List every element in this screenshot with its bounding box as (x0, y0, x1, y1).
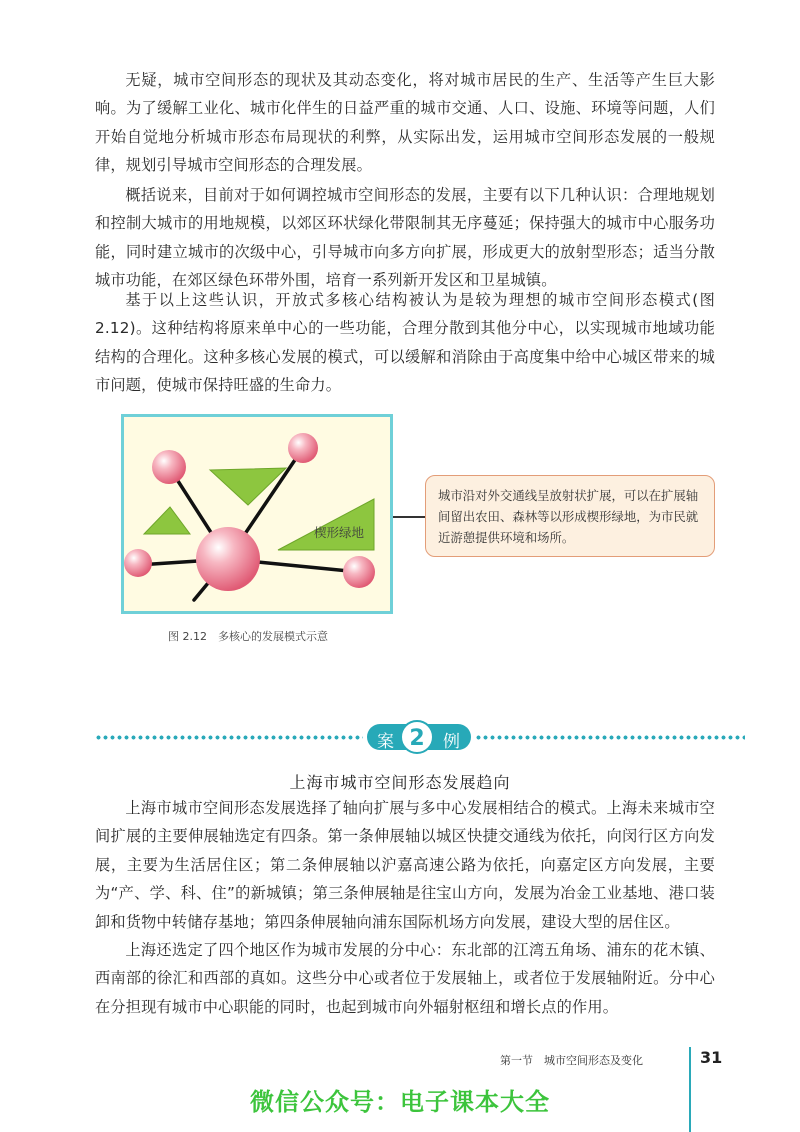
case-title: 上海市城市空间形态发展趋向 (289, 773, 511, 792)
sub-center-ne (288, 433, 318, 463)
watermark: 微信公众号：电子课本大全 (250, 1088, 550, 1116)
case-paragraph-centers: 上海还选定了四个地区作为城市发展的分中心：东北部的江湾五角场、浦东的花木镇、西南部的徐汇和西部的真如。这些分中心或者位于发展轴上，或者位于发展轴附近。分中心在分担现有城市中心职能的同时，也起到城市向外辐射枢纽和增长点的作用。 (95, 941, 715, 1016)
sub-center-se (343, 556, 375, 588)
intro-paragraph: 无疑，城市空间形态的现状及其动态变化，将对城市居民的生产、生活等产生巨大影响。为了缓解工业化、城市化伴生的日益严重的城市交通、人口、设施、环境等问题，人们开始自觉地分析城市形态布局现状的利弊，从实际出发，运用城市空间形态发展的一般规律，规划引导城市空间形态的合理发展。 (95, 71, 715, 175)
case-char: 案 (377, 732, 394, 752)
wedge-label: 楔形绿地 (314, 525, 365, 540)
case-number: 2 (400, 720, 434, 754)
sub-center-nw (152, 450, 186, 484)
green-wedge-left (144, 507, 190, 534)
figure-caption: 图 2.12 多核心的发展模式示意 (168, 630, 328, 643)
dotted-rule-left (95, 735, 363, 740)
case-paragraph-axes: 上海市城市空间形态发展选择了轴向扩展与多中心发展相结合的模式。上海未来城市空间扩展的主要伸展轴选定有四条。第一条伸展轴以城区快捷交通线为依托，向闵行区方向发展，主要为生活居住区；第二条伸展轴以沪嘉高速公路为依托，向嘉定区方向发展，主要为“产、学、科、住”的新城镇；第三条伸展轴是往宝山方向，发展为冶金工业基地、港口装卸和货物中转储存基地；第四条伸展轴向浦东国际机场方向发展，建设大型的居住区。 (95, 799, 715, 931)
callout-connector (393, 516, 427, 518)
sub-center-w (124, 549, 152, 577)
multi-core-diagram (121, 414, 393, 614)
model-paragraph: 基于以上这些认识，开放式多核心结构被认为是较为理想的城市空间形态模式(图2.12)。这种结构将原来单中心的一些功能，合理分散到其他分中心，以实现城市地域功能结构的合理化。这种多核心发展的模式，可以缓解和消除由于高度集中给中心城区带来的城市问题，使城市保持旺盛的生命力。 (95, 291, 715, 395)
footer-section: 第一节 城市空间形态及变化 (500, 1054, 643, 1067)
main-center (196, 527, 260, 591)
case-banner (95, 720, 745, 754)
case-pill (367, 724, 471, 750)
dotted-rule-right (475, 735, 745, 740)
summary-paragraph: 概括说来，目前对于如何调控城市空间形态的发展，主要有以下几种认识：合理地规划和控制大城市的用地规模，以郊区环状绿化带限制其无序蔓延；保持强大的城市中心服务功能，同时建立城市的次级中心，引导城市向多方向扩展，形成更大的放射型形态；适当分散城市功能，在郊区绿色环带外围，培育一系列新开发区和卫星城镇。 (95, 186, 715, 290)
diagram-svg (124, 417, 389, 610)
green-wedge-top (210, 468, 286, 505)
case-char: 例 (443, 732, 460, 752)
callout-box: 城市沿对外交通线呈放射状扩展，可以在扩展轴间留出农田、森林等以形成楔形绿地，为市民就近游憩提供环境和场所。 (425, 475, 715, 557)
page-number: 31 (700, 1048, 723, 1067)
